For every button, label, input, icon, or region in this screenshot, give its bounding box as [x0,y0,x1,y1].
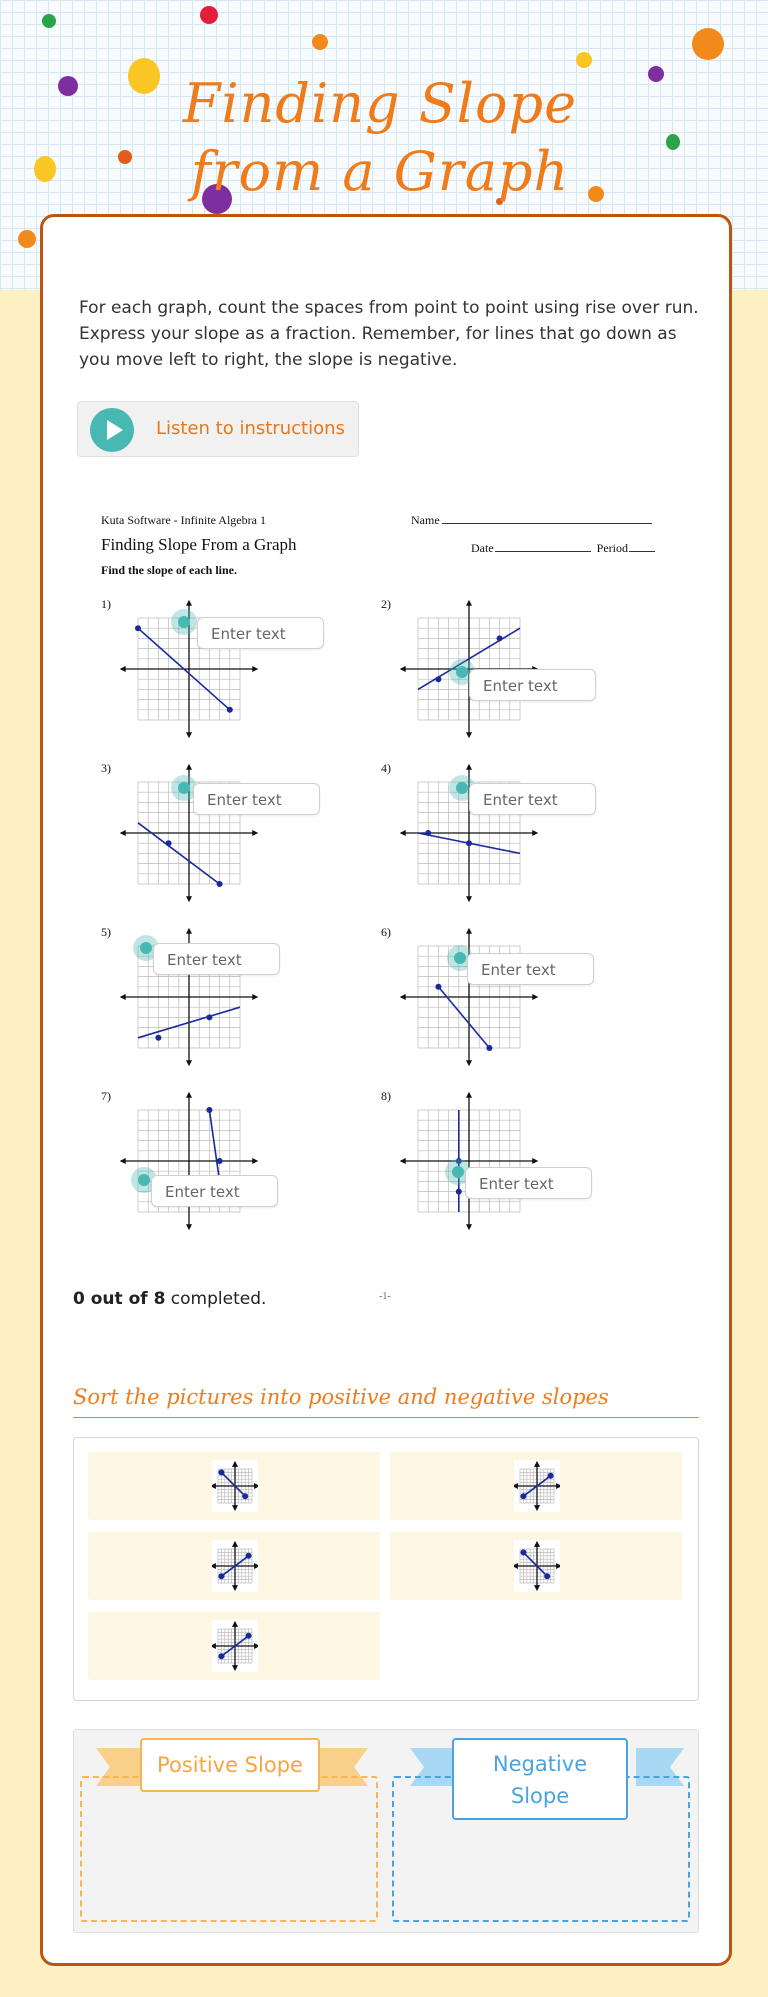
paint-splatter [666,134,680,150]
problem-graph-7 [109,1091,269,1231]
name-label: Name [411,513,440,527]
progress-count: 0 out of 8 [73,1289,166,1309]
graph-point [218,1469,224,1475]
graph-point [242,1493,248,1499]
problem-number: 7) [101,1089,111,1103]
worksheet-date-period [471,541,655,556]
graph-point [435,984,441,990]
answer-input-1[interactable]: Enter text [197,617,324,649]
worksheet-card [40,214,732,1966]
mini-graph-thumbnail [212,1540,258,1592]
mini-graph-thumbnail [514,1460,560,1512]
sort-title: Sort the pictures into positive and negative slopes [73,1385,699,1418]
negative-slope-label: Negative Slope [452,1738,628,1820]
problem-number: 4) [381,761,391,775]
positive-slope-dropzone[interactable] [80,1776,378,1922]
paint-splatter [312,34,328,50]
sortable-picture[interactable] [88,1452,380,1520]
play-icon [90,408,134,452]
problem-number: 2) [381,597,391,611]
graph-point [486,1045,492,1051]
problem-number: 8) [381,1089,391,1103]
graph-point [217,881,223,887]
answer-input-3[interactable]: Enter text [193,783,320,815]
instructions-text: For each graph, count the spaces from point to point using rise over run. Express your slope as a fraction. Remember, for lines that go down as you move left to right, the slope is negative. [79,298,699,370]
problem-graph-8 [389,1091,549,1231]
worksheet-software: Kuta Software - Infinite Algebra 1 [101,513,266,527]
slope-line [209,1110,219,1181]
problem-number: 3) [101,761,111,775]
graph-point [166,840,172,846]
period-label: Period [596,541,628,555]
graph-point [435,676,441,682]
paint-splatter [692,28,724,60]
paint-splatter [58,76,78,96]
graph-point [218,1653,224,1659]
coordinate-graph [514,1460,560,1512]
date-label: Date [471,541,494,555]
coordinate-graph [389,1091,549,1231]
paint-splatter [576,52,592,68]
graph-point [246,1633,252,1639]
graph-point [425,830,431,836]
answer-input-6[interactable]: Enter text [467,953,594,985]
worksheet-name-line [411,513,652,528]
progress-text [73,1289,266,1309]
mini-graph-thumbnail [514,1540,560,1592]
mini-graph-thumbnail [212,1620,258,1672]
graph-point [548,1473,554,1479]
answer-input-4[interactable]: Enter text [469,783,596,815]
graph-point [544,1573,550,1579]
coordinate-graph [109,1091,269,1231]
paint-splatter [34,156,56,182]
graph-point [520,1493,526,1499]
coordinate-graph [212,1540,258,1592]
answer-input-8[interactable]: Enter text [465,1167,592,1199]
paint-splatter [648,66,664,82]
worksheet-title: Finding Slope From a Graph [101,535,297,554]
problem-number: 6) [381,925,391,939]
picture-pool [73,1437,699,1701]
sortable-picture[interactable] [390,1532,682,1600]
listen-label: Listen to instructions [156,418,345,439]
positive-slope-label: Positive Slope [140,1738,320,1792]
paint-splatter [42,14,56,28]
graph-point [466,840,472,846]
hotspot-icon [171,609,197,635]
worksheet-instruction: Find the slope of each line. [101,563,238,577]
graph-point [497,635,503,641]
answer-input-7[interactable]: Enter text [151,1175,278,1207]
coordinate-graph [212,1460,258,1512]
graph-point [218,1573,224,1579]
progress-suffix: completed. [165,1289,267,1309]
graph-point [155,1035,161,1041]
answer-input-5[interactable]: Enter text [153,943,280,975]
coordinate-graph [212,1620,258,1672]
problem-number: 1) [101,597,111,611]
sort-bins [73,1729,699,1933]
listen-instructions-button[interactable] [77,401,359,457]
coordinate-graph [514,1540,560,1592]
sortable-picture[interactable] [88,1532,380,1600]
graph-point [135,625,141,631]
graph-point [217,1158,223,1164]
page-title: Finding Slope from a Graph [182,72,578,203]
graph-point [520,1549,526,1555]
sortable-picture[interactable] [390,1452,682,1520]
problem-number: 5) [101,925,111,939]
paint-splatter [200,6,218,24]
sortable-picture[interactable] [88,1612,380,1680]
page-number: -1- [379,1291,391,1302]
graph-point [206,1107,212,1113]
graph-point [227,707,233,713]
mini-graph-thumbnail [212,1460,258,1512]
graph-point [206,1014,212,1020]
answer-input-2[interactable]: Enter text [469,669,596,701]
graph-point [246,1553,252,1559]
paint-splatter [18,230,36,248]
graph-point [456,1189,462,1195]
